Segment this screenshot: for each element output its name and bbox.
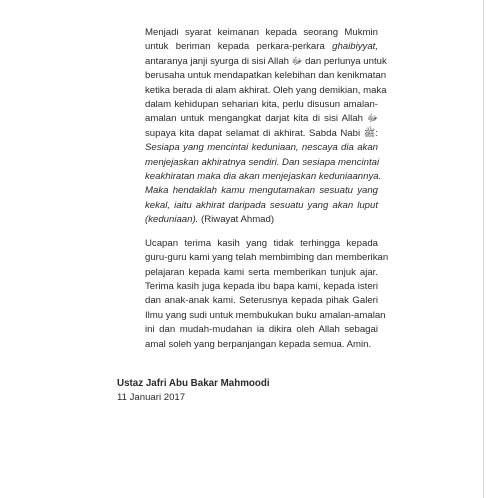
author-name: Ustaz Jafri Abu Bakar Mahmoodi (117, 377, 270, 389)
hadith-line: Maka hendaklah kamu mengutamakan sesuatu yang (145, 185, 378, 197)
signature-block (117, 377, 378, 405)
hadith-line: keakhiratan maka dia akan menjejaskan keduniaannya. (145, 171, 382, 183)
text-line: dan anak-anak kami. Seterusnya kepada pihak Galeri (145, 295, 378, 307)
hadith-citation-line: (keduniaan). (Riwayat Ahmad) (145, 214, 275, 226)
text-line: pelajaran kepada kami serta memberikan tunjuk ajar. (145, 266, 378, 278)
text-line: untuk beriman kepada perkara-perkara ghaibiyyat, (145, 41, 378, 53)
paragraph-hadith (117, 26, 387, 228)
text-line: Ilmu yang sudi untuk membukukan buku amalan-amalan (145, 309, 386, 321)
text-line: Ucapan terima kasih yang tidak terhingga kepada (145, 237, 378, 249)
text-line: amalan untuk mengangkat darjat kita di sisi Allah ﷻ (145, 113, 378, 125)
text-line: Terima kasih juga kepada ibu bapa kami, kepada isteri (145, 280, 378, 292)
text-line: supaya kita dapat selamat di akhirat. Sabda Nabi ﷺ: (145, 127, 378, 139)
paragraph-thanks (117, 237, 389, 352)
page-edge (483, 0, 484, 498)
hadith-line: Sesiapa yang mencintai keduniaan, nescaya dia akan (145, 142, 378, 154)
text-line: antaranya janji syurga di sisi Allah ﷻ dan perlunya untuk (145, 55, 387, 67)
hadith-line: kekal, iaitu akhirat daripada sesuatu yang akan luput (145, 199, 378, 211)
text-line: ini dan mudah-mudahan ia dikira oleh Allah sebagai (145, 324, 378, 336)
signature-date: 11 Januari 2017 (117, 391, 186, 403)
text-line: guru-guru kami yang telah membimbing dan memberikan (145, 252, 389, 264)
text-line: ketika berada di alam akhirat. Oleh yang demikian, maka (145, 84, 387, 96)
text-line: dalam kehidupan seharian kita, perlu disusun amalan- (145, 99, 378, 111)
text-line: Menjadi syarat keimanan kepada seorang Mukmin (145, 27, 378, 38)
foreword-content (117, 26, 389, 405)
hadith-line: menjejaskan akhiratnya sendiri. Dan sesiapa mencintai (145, 156, 380, 168)
text-line: amal soleh yang berpanjangan kepada semua. Amin. (145, 338, 372, 350)
text-line: berusaha untuk mendapatkan kelebihan dan kenikmatan (145, 70, 387, 82)
